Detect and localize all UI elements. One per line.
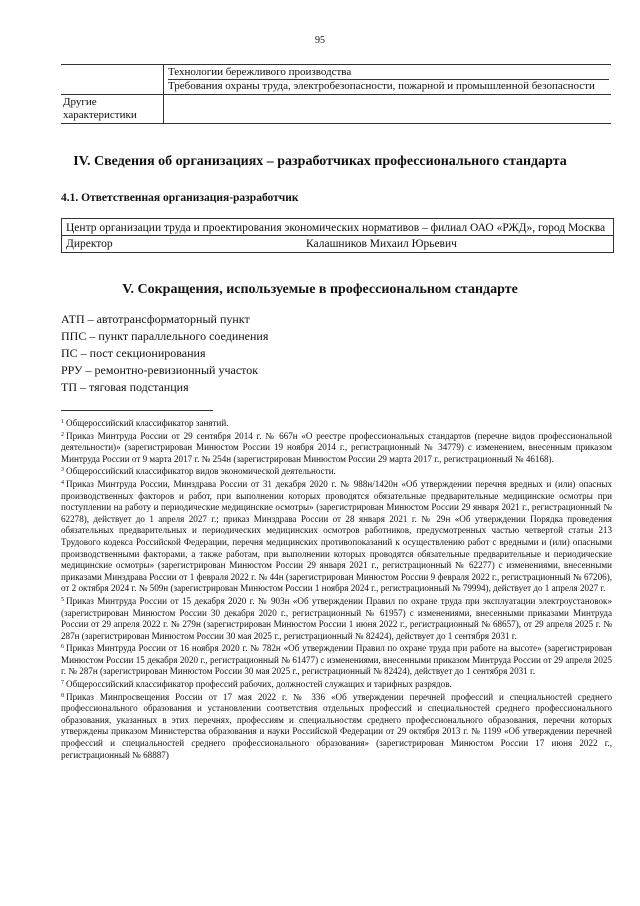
table-cell [164, 95, 611, 123]
section-4-title: IV. Сведения об организациях – разработчиках профессионального стандарта [73, 154, 567, 169]
footnote [61, 430, 612, 466]
position-title: Директор [66, 238, 113, 250]
list-item: АТП – автотрансформаторный пункт [61, 312, 250, 326]
footnote-text: Общероссийский классификатор занятий. [66, 418, 229, 428]
footnote-number: 3 [61, 467, 64, 474]
footnote-number: 2 [61, 431, 64, 438]
list-item: ПС – пост секционирования [61, 346, 206, 360]
footnote [61, 417, 612, 430]
footnote-text: Приказ Минтруда России, Минздрава России от 31 декабря 2020 г. № 988н/1420н «Об утверждении перечня вредных и (или) опасных производственных факторов и работ, при выполнении которых проводятся обязательные предварительные медицинские осмотры при поступлении на работу и периодические медицинские осмотры» (зарегистрирован Минюстом России 29 января 2021 г., регистрационный № 62278), действует до 1 апреля 2027 г.; приказ Минздрава России от 28 января 2021 г. № 29н «Об утверждении Порядка проведения обязательных предварительных и периодических медицинских осмотров работников, предусмотренных частью четвертой статьи 213 Трудового кодекса Российской Федерации, перечня медицинских противопоказаний к осуществлению работ с вредными и (или) опасными производственными факторами, а также работам, при выполнении которых проводятся обязательные предварительные и периодические медицинские осмотры» (зарегистрирован Минюстом России 29 января 2021 г., регистрационный № 62277) с изменениями, внесенными приказами Минздрава России от 1 февраля 2022 г. № 44н (зарегистрирован Минюстом России 9 февраля 2022 г., регистрационный № 67206), от 2 октября 2024 г. № 509н (зарегистрирован Минюстом России 1 ноября 2024 г., регистрационный № 79994), действует до 1 апреля 2027 г. [61, 478, 612, 594]
footnote-number: 5 [61, 596, 64, 603]
page-number: 95 [315, 35, 325, 46]
developer-organization-box [61, 218, 614, 253]
footnote [61, 642, 612, 678]
person-name: Калашников Михаил Юрьевич [306, 238, 457, 250]
footnote-text: Приказ Минтруда России от 29 сентября 2014 г. № 667н «О реестре профессиональных стандартов (перечне видов профессиональной деятельности)» (зарегистрирован Минюстом России 19 ноября 2014 г., регистрационный № 34779) с изменением, внесенным приказом Минтруда России от 9 марта 2017 г. № 254н (зарегистрирован Минюстом России 29 марта 2017 г., регистрационный № 46168). [61, 430, 612, 464]
footnote-number: 7 [61, 680, 64, 687]
footnote [61, 595, 612, 642]
list-item: ППС – пункт параллельного соединения [61, 329, 269, 343]
footnote-text: Приказ Минтруда России от 15 декабря 2020 г. № 903н «Об утверждении Правил по охране труда при эксплуатации электроустановок» (зарегистрирован Минюстом России 30 декабря 2020 г., регистрационный № 61957) с изменениями, внесенными приказами Минтруда России от 29 апреля 2022 г. № 279н (зарегистрирован Минюстом России 1 июня 2022 г., регистрационный № 68657), от 29 апреля 2025 г. № 287н (зарегистрирован Минюстом России 30 мая 2025 г., регистрационный № 82424), действует до 1 сентября 2031 г. [61, 595, 612, 641]
footnote [61, 465, 612, 478]
footnote [61, 678, 612, 691]
row-label: Другие характеристики [61, 95, 164, 123]
footnote [61, 478, 612, 595]
footnote-number: 6 [61, 644, 64, 651]
footnote-text: Приказ Минтруда России от 16 ноября 2020 г. № 782н «Об утверждении Правил по охране труда при работе на высоте» (зарегистрирован Минюстом России 15 декабря 2020 г., регистрационный № 61477) с изменениями, внесенными приказом Минтруда России от 29 апреля 2025 г. № 287н (зарегистрирован Минюстом России 30 мая 2025 г., регистрационный № 82424), действует до 1 сентября 2031 г. [61, 643, 612, 677]
footnote-text: Общероссийский классификатор профессий рабочих, должностей служащих и тарифных разрядов. [66, 679, 452, 690]
table-row [61, 64, 611, 94]
table-cell: Требования охраны труда, электробезопасности, пожарной и промышленной безопасности [168, 80, 595, 92]
footnote-divider [61, 410, 213, 411]
footnote-text: Приказ Минпросвещения России от 17 мая 2022 г. № 336 «Об утверждении перечней профессий и специальностей среднего профессионального образования и установлении соответствия отдельных профессий и специальностей среднего профессионального образования, указанных в этих перечнях, профессиям и специальностям среднего профессионального образования, перечни которых утверждены приказом Министерства образования и науки Российской Федерации от 29 октября 2013 г. № 1199 «Об утверждении перечней профессий и специальностей среднего профессионального образования» (зарегистрирован Минюстом России 17 июня 2022 г., регистрационный № 68887) [61, 691, 612, 760]
footnote [61, 691, 612, 762]
table-row [61, 94, 611, 124]
footnotes [61, 417, 612, 761]
section-4-1-subtitle: 4.1. Ответственная организация-разработчик [61, 192, 299, 204]
section-5-title: V. Сокращения, используемые в профессиональном стандарте [122, 282, 518, 297]
table-cell: Технологии бережливого производства [168, 66, 609, 80]
organization-name: Центр организации труда и проектирования экономических нормативов – филиал ОАО «РЖД», город Москва [62, 219, 613, 236]
footnote-number: 4 [61, 479, 64, 486]
list-item: РРУ – ремонтно-ревизионный участок [61, 363, 259, 377]
abbreviations-list [61, 311, 268, 396]
row-label [61, 65, 164, 94]
footnote-number: 1 [61, 419, 64, 425]
footnote-number: 8 [61, 692, 64, 699]
list-item: ТП – тяговая подстанция [61, 380, 189, 394]
footnote-text: Общероссийский классификатор видов экономической деятельности. [66, 466, 336, 477]
characteristics-table [61, 64, 611, 124]
